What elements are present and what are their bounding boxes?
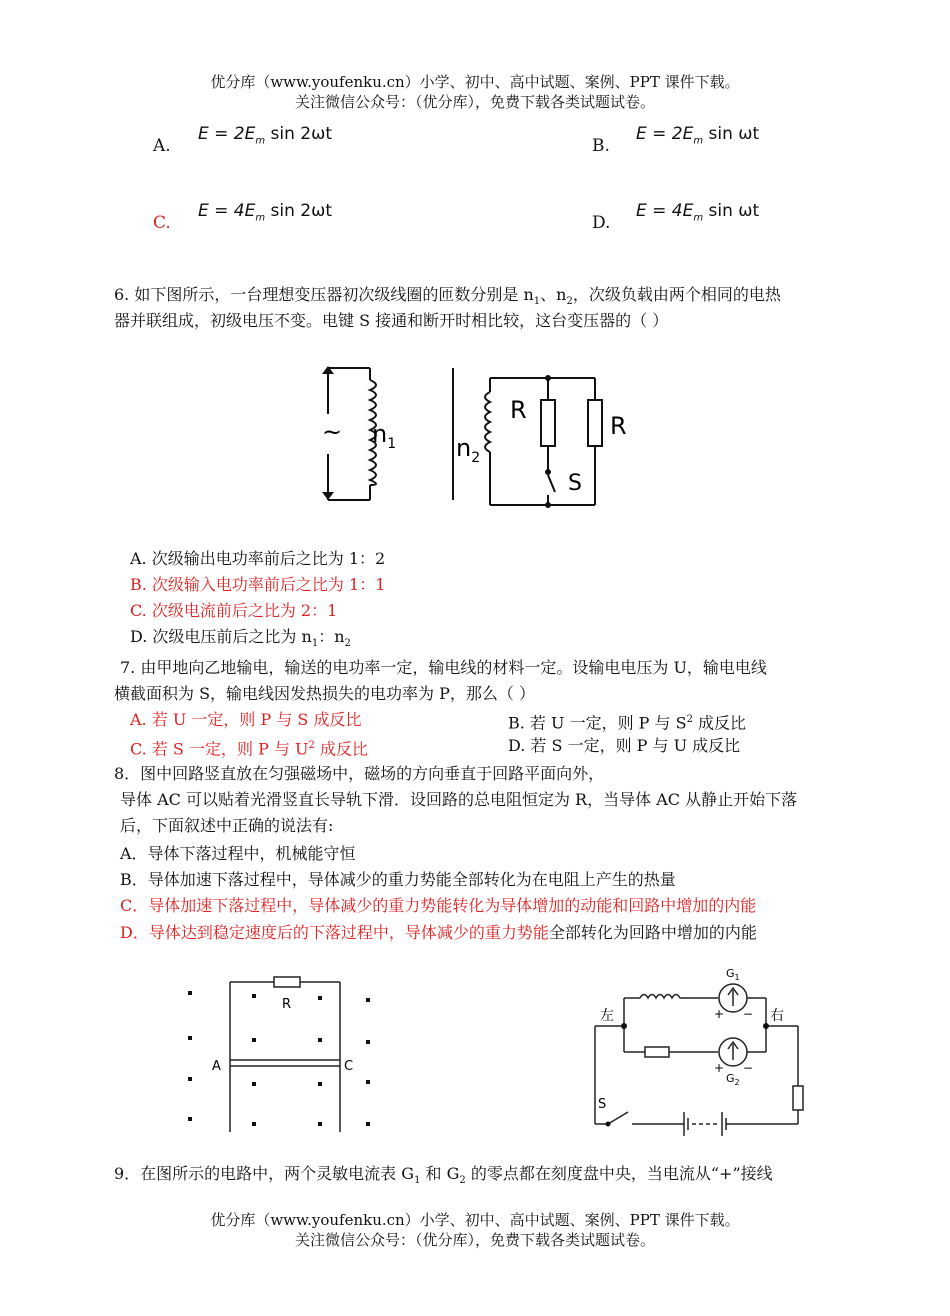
transformer-figure [310, 360, 640, 510]
arrow-up-icon [728, 1042, 738, 1060]
footer-line-2: 关注微信公众号：（优分库），免费下载各类试题试卷。 [294, 1231, 655, 1249]
q9-stem-line-1: 9．在图所示的电路中，两个灵敏电流表 $G_1$ 和 $G_2$ 的零点都在刻度盘中央，当电流从“+”接线 [114, 1164, 773, 1187]
label-left: 左 [600, 1008, 614, 1024]
q5-option-d-label: D. [592, 213, 611, 233]
switch-s [548, 475, 555, 492]
q8-option-b: B．导体加速下落过程中，导体减少的重力势能全部转化为在电阻上产生的热量 [120, 870, 676, 889]
q8-stem-line-3: 后，下面叙述中正确的说法有: [120, 816, 334, 835]
q8-option-c: C．导体加速下落过程中，导体减少的重力势能转化为导体增加的动能和回路中增加的内能 [120, 896, 757, 915]
q7-option-d: D. 若 S 一定，则 P 与 U 成反比 [508, 736, 741, 755]
label-s: S [598, 1097, 607, 1112]
q7-stem-line-2: 横截面积为 S，输电线因发热损失的电功率为 P，那么（ ） [114, 684, 535, 703]
switch-s [608, 1112, 628, 1124]
label-minus-g1: − [743, 1007, 754, 1021]
arrow-icon [322, 492, 334, 500]
q8-option-a: A．导体下落过程中，机械能守恒 [120, 844, 356, 863]
label-r: R [282, 997, 292, 1012]
label-g1: $G_1$ [726, 967, 740, 982]
label-n2: $n_2$ [456, 434, 481, 466]
label-right: 右 [770, 1008, 784, 1024]
resistor-2 [588, 400, 602, 446]
label-plus-g1: + [714, 1007, 725, 1021]
q6-stem-line-2: 器并联组成，初级电压不变。电键 S 接通和断开时相比较，这台变压器的（ ） [114, 311, 669, 330]
q7-option-c: C. 若 S 一定，则 P 与 $U^2$ 成反比 [130, 739, 368, 759]
secondary-coil [485, 392, 490, 452]
q5-option-c-formula: $E = 4E_m$ sin 2ωt [198, 201, 332, 224]
label-r-2: R [610, 412, 627, 440]
label-a: A [212, 1059, 221, 1074]
label-s: S [568, 471, 582, 496]
q6-option-b: B. 次级输入电功率前后之比为 1：1 [130, 575, 386, 594]
inductor [640, 995, 680, 999]
header-line-2: 关注微信公众号：（优分库），免费下载各类试题试卷。 [294, 93, 655, 111]
q5-option-c-label: C. [153, 213, 171, 233]
label-plus-g2: + [714, 1061, 725, 1075]
label-n1: $n_1$ [372, 420, 397, 452]
q8-option-d: D．导体达到稳定速度后的下落过程中，导体减少的重力势能全部转化为回路中增加的内能 [120, 923, 757, 942]
label-minus-g2: − [743, 1061, 754, 1075]
resistor-r [274, 977, 300, 987]
q8-stem-line-2: 导体 AC 可以贴着光滑竖直长导轨下滑．设回路的总电阻恒定为 R，当导体 AC 从静止开始下落 [120, 790, 798, 809]
q6-option-c: C. 次级电流前后之比为 2：1 [130, 601, 338, 620]
q7-stem-line-1: 7. 由甲地向乙地输电，输送的电功率一定，输电线的材料一定。设输电电压为 U，输电电线 [120, 658, 767, 677]
q6-option-a: A. 次级输出电功率前后之比为 1：2 [130, 549, 386, 568]
ac-source-symbol: ~ [322, 418, 343, 446]
q5-option-b-label: B. [592, 136, 610, 156]
footer-line-1: 优分库（www.youfenku.cn）小学、初中、高中试题、案例、PPT 课件下载。 [210, 1211, 740, 1229]
q5-option-a-label: A. [153, 136, 171, 156]
q7-option-a: A. 若 U 一定，则 P 与 S 成反比 [130, 710, 362, 729]
label-g2: $G_2$ [726, 1072, 740, 1087]
arrow-up-icon [728, 988, 738, 1006]
q5-option-b-formula: $E = 2E_m$ sin ωt [636, 124, 760, 147]
label-c: C [344, 1059, 354, 1074]
resistor-1 [541, 400, 555, 446]
resistor-right [793, 1086, 803, 1110]
q6-stem-line-1: 6. 如下图所示，一台理想变压器初次级线圈的匝数分别是 $n_1$、$n_2$，次级负载由两个相同的电热 [114, 285, 781, 308]
q7-option-b: B. 若 U 一定，则 P 与 $S^2$ 成反比 [508, 713, 747, 733]
magnetic-field-figure [178, 972, 378, 1137]
q5-option-d-formula: $E = 4E_m$ sin ωt [636, 201, 760, 224]
label-r-1: R [510, 396, 527, 424]
q6-option-d: D. 次级电压前后之比为 $n_1$：$n_2$ [130, 627, 351, 650]
resistor [645, 1047, 669, 1057]
galvanometer-circuit-figure [590, 962, 820, 1142]
header-line-1: 优分库（www.youfenku.cn）小学、初中、高中试题、案例、PPT 课件下载。 [210, 73, 740, 91]
q8-stem-line-1: 8．图中回路竖直放在匀强磁场中，磁场的方向垂直于回路平面向外， [114, 764, 605, 783]
q5-option-a-formula: $E = 2E_m$ sin 2ωt [198, 124, 332, 147]
